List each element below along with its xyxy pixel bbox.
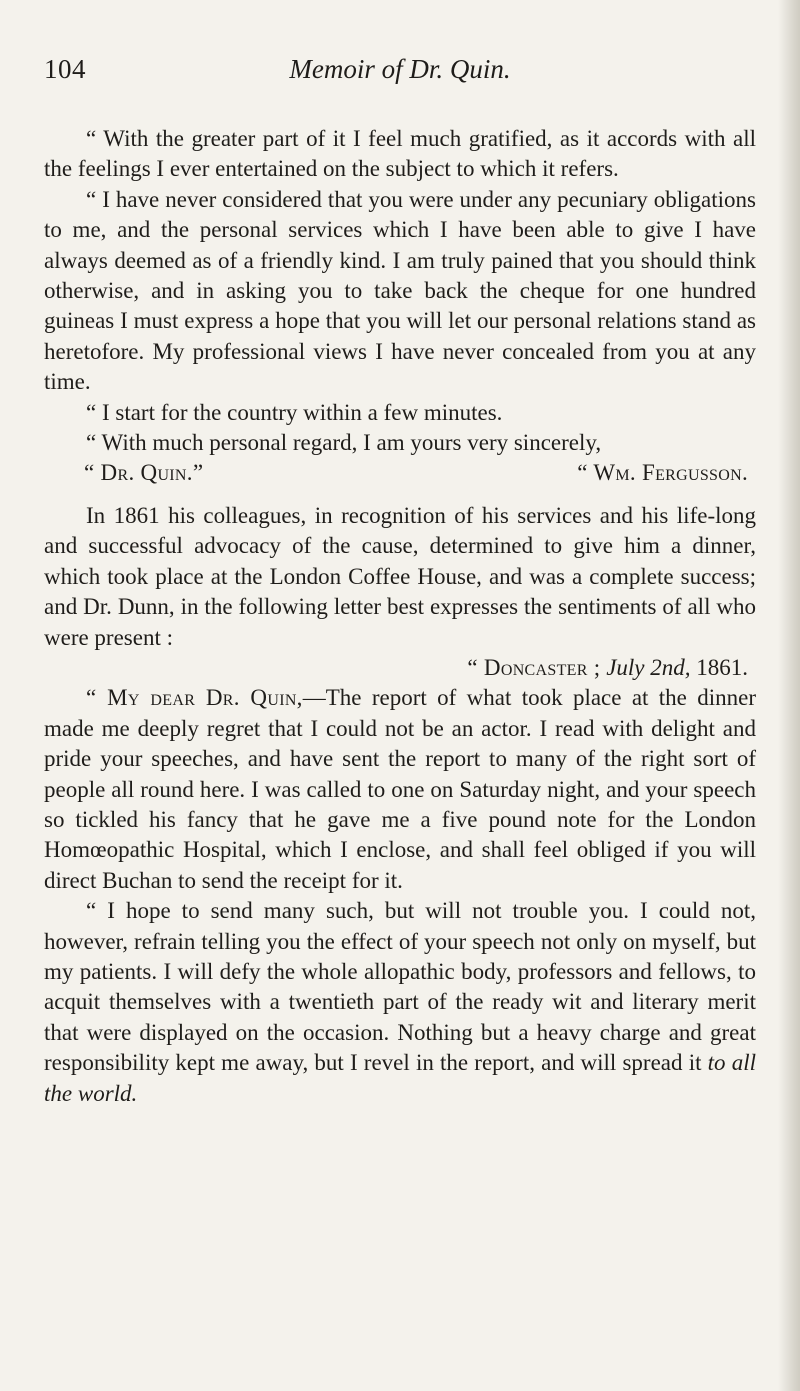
page-number: 104 [44, 54, 86, 84]
narrative-paragraph: In 1861 his colleagues, in recognition of his services and his life-long and successful advocacy of the cause, determined to give him a dinner, which took place at the London Coffee House, and was a complete success; and Dr. Dunn, in the following letter best expresses the sentiments of all who were present : [44, 502, 756, 650]
page-edge-shadow [778, 0, 800, 1391]
letter1-paragraph: “ With the greater part of it I feel much gratified, as it accords with all the feelings I ever entertained on the subject to which it refers. [44, 126, 756, 182]
letter1-paragraph: “ I start for the country within a few minutes. [86, 399, 503, 425]
letter2-paragraph-text: —The report of what took place at the dinner made me deeply regret that I could not be an actor. I read with delight and pride your speeches, and have sent the report to many of the right sort of people all round here. I was called to one on Saturday night, and your speech so tickled his fancy that he gave me a five pound note for the London Homœopathic Hospital, which I enclose, and shall feel obliged if you will direct Buchan to send the receipt for it. [44, 685, 756, 893]
body-text [44, 124, 756, 1109]
letter2-year: 1861. [696, 654, 748, 680]
letter2-salutation: “ My dear Dr. Quin, [86, 685, 303, 711]
letter1-paragraph: “ I have never considered that you were under any pecuniary obligations to me, and the personal services which I have been able to give I have always deemed as of a friendly kind. I am truly pained that you should think otherwise, and in asking you to take back the cheque for one hundred guineas I must express a hope that you will let our personal relations stand as heretofore. My professional views I have never concealed from you at any time. [44, 186, 756, 395]
letter2-paragraph-text: “ I hope to send many such, but will not trouble you. I could not, however, refrain telling you the effect of your speech not only on myself, but my patients. I will defy the whole allopathic body, professors and fellows, to acquit themselves with a twentieth part of the ready wit and literary merit that were displayed on the occasion. Nothing but a heavy charge and great responsibility kept me away, but I revel in the report, and will spread it [44, 898, 756, 1076]
letter2-paragraph [44, 683, 756, 896]
letter2-date: July 2nd, [606, 654, 691, 680]
letter2-place: “ Doncaster ; [467, 654, 601, 680]
letter2-dateline [44, 653, 756, 683]
letter2-italic-phrase: to all the world. [44, 1050, 757, 1106]
running-head [0, 54, 800, 94]
signature: “ Wm. Fergusson. [577, 460, 748, 486]
addressee: “ Dr. Quin.” [84, 460, 204, 486]
running-title: Memoir of Dr. Quin. [289, 54, 511, 84]
letter2-paragraph [44, 896, 756, 1109]
signature-line [44, 458, 756, 488]
letter1-closing: “ With much personal regard, I am yours very sincerely, [86, 430, 602, 456]
